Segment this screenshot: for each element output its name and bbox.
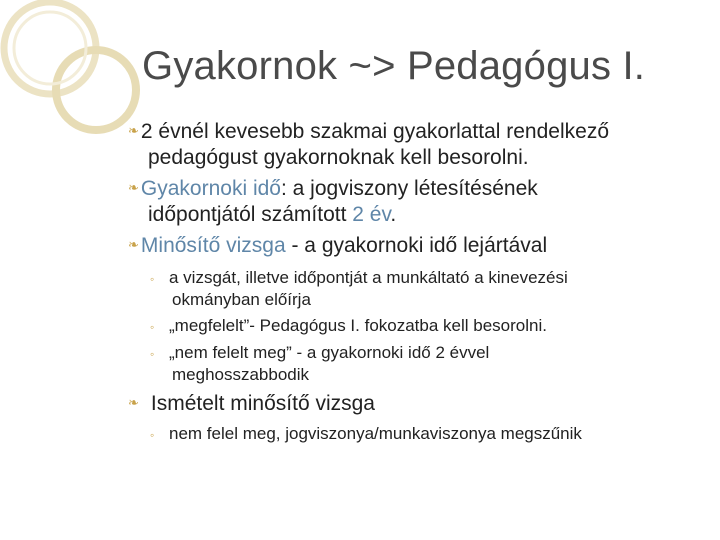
curl-bullet-icon: ❧ bbox=[128, 395, 139, 410]
curl-bullet-icon: ❧ bbox=[128, 237, 139, 252]
bullet-2-line2-pre: időpontjától számított bbox=[148, 203, 353, 226]
sub-bullet-4-1 bbox=[150, 424, 582, 444]
sub-bullet-3-3-line2: meghosszabbodik bbox=[172, 365, 310, 384]
bullet-2-line2 bbox=[148, 203, 396, 227]
bullet-2-line2-post: . bbox=[390, 203, 397, 226]
bullet-1-line2: pedagógust gyakornoknak kell besorolni. bbox=[148, 146, 529, 169]
sub-bullet-3-3-line1: „nem felelt meg” - a gyakornoki idő 2 évvel bbox=[169, 343, 490, 362]
bullet-4-line1: Ismételt minősítő vizsga bbox=[150, 392, 375, 415]
sub-bullet-3-1-line1: a vizsgát, illetve időpontját a munkáltató a kinevezési bbox=[169, 268, 568, 287]
decorative-rings bbox=[0, 0, 140, 140]
bullet-4 bbox=[128, 392, 375, 416]
ring-bullet-icon: ◦ bbox=[150, 272, 155, 286]
bullet-2 bbox=[128, 177, 538, 201]
curl-bullet-icon: ❧ bbox=[128, 123, 139, 138]
sub-bullet-3-3 bbox=[150, 343, 489, 363]
ring-bullet-icon: ◦ bbox=[150, 320, 155, 334]
bullet-1 bbox=[128, 120, 609, 144]
ring-bullet-icon: ◦ bbox=[150, 347, 155, 361]
bullet-3-rest: - a gyakornoki idő lejártával bbox=[285, 234, 548, 257]
sub-bullet-4-1-line1: nem felel meg, jogviszonya/munkaviszonya megszűnik bbox=[169, 424, 582, 443]
sub-bullet-3-2 bbox=[150, 316, 547, 336]
sub-bullet-3-1-line2: okmányban előírja bbox=[172, 290, 311, 309]
minosito-vizsga-term: Minősítő vizsga bbox=[140, 234, 286, 257]
bullet-3 bbox=[128, 234, 547, 258]
sub-bullet-3-2-line1: „megfelelt”- Pedagógus I. fokozatba kell besorolni. bbox=[169, 316, 547, 335]
bullet-2-duration: 2 év bbox=[352, 203, 391, 226]
curl-bullet-icon: ❧ bbox=[128, 180, 139, 195]
bullet-1-line1: 2 évnél kevesebb szakmai gyakorlattal rendelkező bbox=[140, 120, 609, 143]
bullet-2-line1-rest: : a jogviszony létesítésének bbox=[280, 177, 538, 200]
sub-bullet-3-1 bbox=[150, 268, 568, 288]
gyakornoki-ido-term: Gyakornoki idő bbox=[140, 177, 281, 200]
slide-title: Gyakornok ~> Pedagógus I. bbox=[142, 44, 646, 88]
ring-bullet-icon: ◦ bbox=[150, 428, 155, 442]
